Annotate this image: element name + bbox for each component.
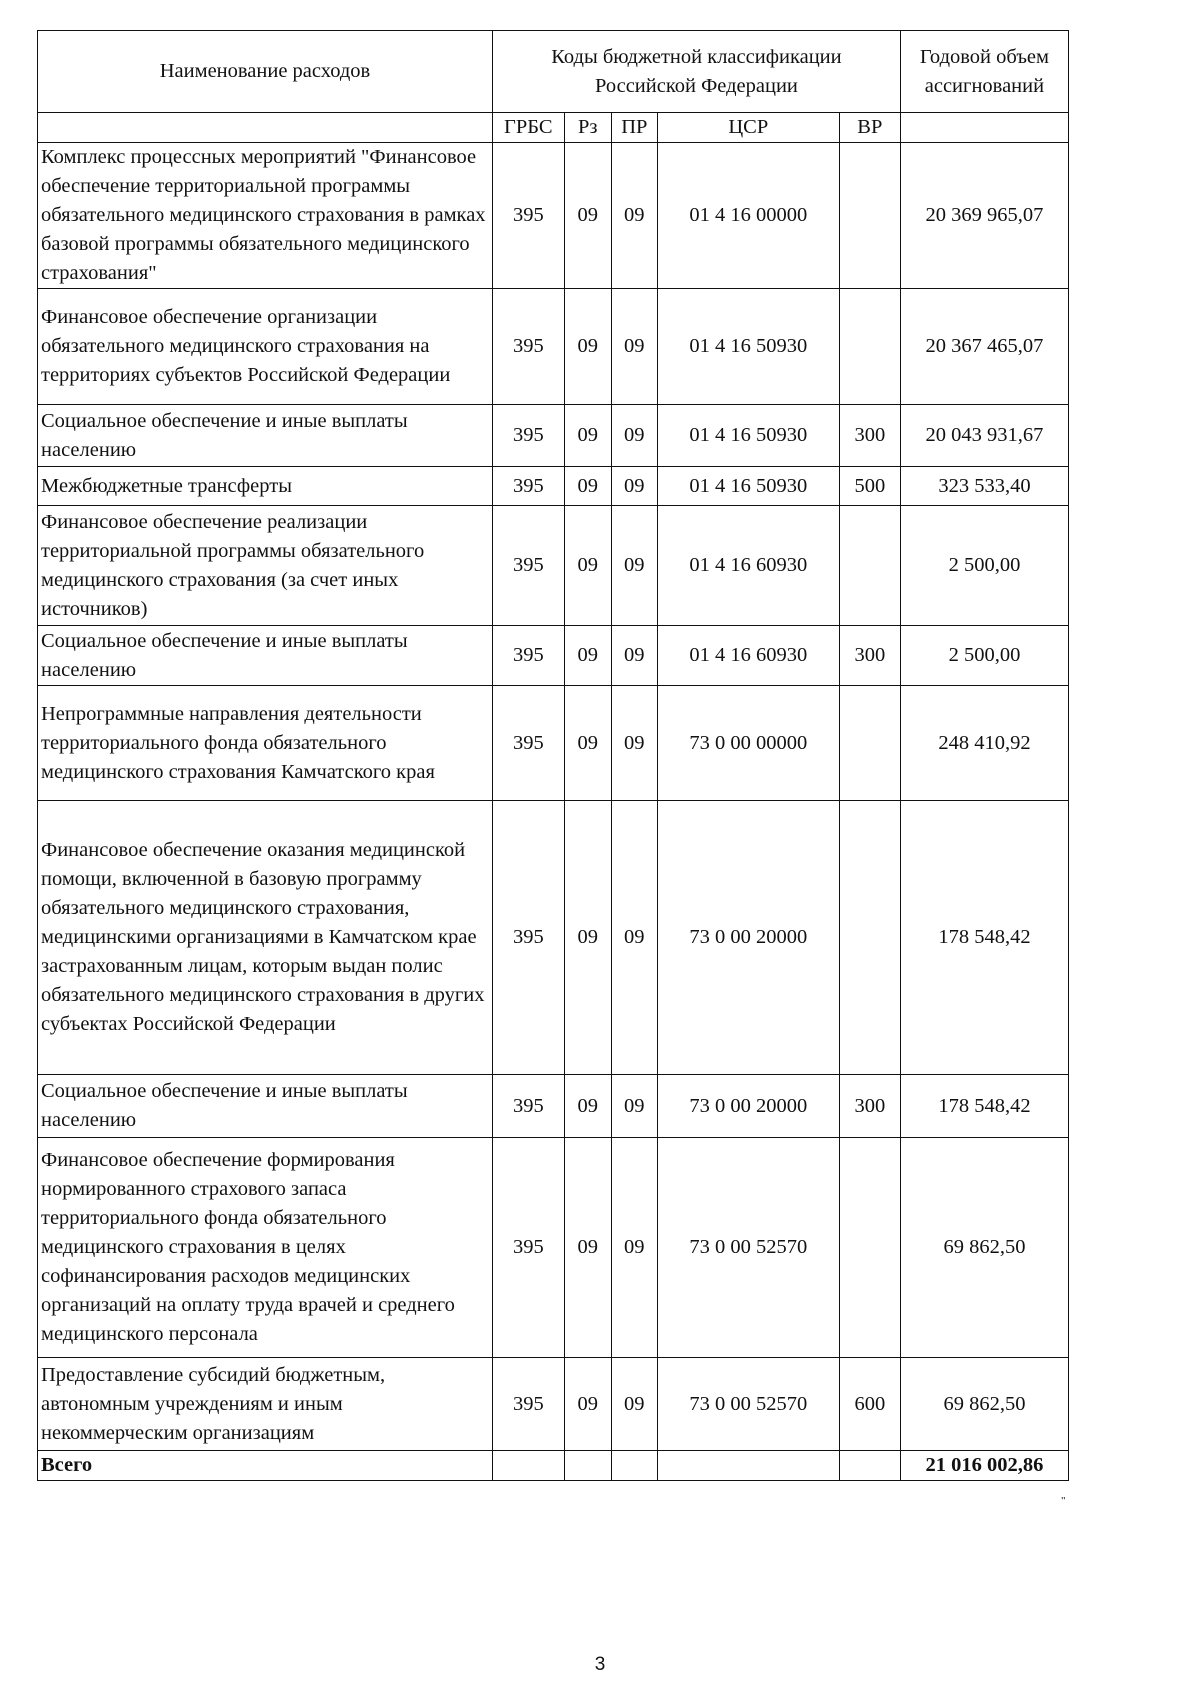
row-csr: 01 4 16 60930 xyxy=(657,506,839,626)
subheader-empty-amount xyxy=(900,113,1068,143)
total-empty-cell xyxy=(492,1451,564,1481)
row-rz: 09 xyxy=(564,801,611,1075)
subheader-grbs: ГРБС xyxy=(492,113,564,143)
row-amount: 248 410,92 xyxy=(900,686,1068,801)
row-vr xyxy=(839,686,900,801)
row-vr xyxy=(839,289,900,405)
row-grbs: 395 xyxy=(492,506,564,626)
row-name: Межбюджетные трансферты xyxy=(38,467,493,506)
row-pr: 09 xyxy=(611,467,657,506)
table-row xyxy=(38,626,1069,686)
row-amount: 20 043 931,67 xyxy=(900,405,1068,467)
row-pr: 09 xyxy=(611,801,657,1075)
row-grbs: 395 xyxy=(492,405,564,467)
subheader-pr: ПР xyxy=(611,113,657,143)
total-empty-cell xyxy=(564,1451,611,1481)
row-rz: 09 xyxy=(564,1075,611,1138)
total-empty-cell xyxy=(611,1451,657,1481)
row-amount: 20 367 465,07 xyxy=(900,289,1068,405)
row-grbs: 395 xyxy=(492,626,564,686)
row-amount: 69 862,50 xyxy=(900,1138,1068,1358)
budget-allocation-table xyxy=(37,30,1069,1481)
row-grbs: 395 xyxy=(492,289,564,405)
row-name: Финансовое обеспечение организации обязательного медицинского страхования на территориях субъектов Российской Федерации xyxy=(38,289,493,405)
row-name: Комплекс процессных мероприятий "Финансовое обеспечение территориальной программы обязательного медицинского страхования в рамках базовой программы обязательного медицинского страхования" xyxy=(38,143,493,289)
row-vr: 300 xyxy=(839,405,900,467)
row-amount: 323 533,40 xyxy=(900,467,1068,506)
row-rz: 09 xyxy=(564,506,611,626)
row-csr: 01 4 16 60930 xyxy=(657,626,839,686)
total-empty-cell xyxy=(657,1451,839,1481)
row-pr: 09 xyxy=(611,1075,657,1138)
row-grbs: 395 xyxy=(492,801,564,1075)
row-name: Социальное обеспечение и иные выплаты населению xyxy=(38,1075,493,1138)
row-vr xyxy=(839,506,900,626)
row-rz: 09 xyxy=(564,405,611,467)
closing-quote-mark: " xyxy=(1061,1495,1066,1507)
row-name: Предоставление субсидий бюджетным, автономным учреждениям и иным некоммерческим организациям xyxy=(38,1358,493,1451)
row-pr: 09 xyxy=(611,1358,657,1451)
row-vr xyxy=(839,143,900,289)
header-amount-col: Годовой объем ассигнований xyxy=(900,31,1068,113)
row-vr: 500 xyxy=(839,467,900,506)
row-name: Финансовое обеспечение формирования нормированного страхового запаса территориального фонда обязательного медицинского страхования в целях софинансирования расходов медицинских организаций на оплату труда врачей и среднего медицинского персонала xyxy=(38,1138,493,1358)
row-csr: 01 4 16 50930 xyxy=(657,467,839,506)
row-csr: 01 4 16 00000 xyxy=(657,143,839,289)
row-amount: 20 369 965,07 xyxy=(900,143,1068,289)
subheader-empty-cell xyxy=(38,113,493,143)
row-vr: 300 xyxy=(839,1075,900,1138)
subheader-rz: Рз xyxy=(564,113,611,143)
table-row xyxy=(38,506,1069,626)
row-name: Социальное обеспечение и иные выплаты населению xyxy=(38,405,493,467)
row-pr: 09 xyxy=(611,506,657,626)
table-row xyxy=(38,143,1069,289)
table-row xyxy=(38,801,1069,1075)
row-csr: 01 4 16 50930 xyxy=(657,405,839,467)
table-row xyxy=(38,1075,1069,1138)
row-csr: 73 0 00 52570 xyxy=(657,1358,839,1451)
subheader-vr: ВР xyxy=(839,113,900,143)
row-rz: 09 xyxy=(564,143,611,289)
header-codes-group: Коды бюджетной классификации Российской Федерации xyxy=(492,31,900,113)
row-rz: 09 xyxy=(564,1358,611,1451)
total-row xyxy=(38,1451,1069,1481)
subheader-csr: ЦСР xyxy=(657,113,839,143)
row-name: Непрограммные направления деятельности территориального фонда обязательного медицинского страхования Камчатского края xyxy=(38,686,493,801)
row-pr: 09 xyxy=(611,143,657,289)
row-pr: 09 xyxy=(611,1138,657,1358)
row-pr: 09 xyxy=(611,686,657,801)
row-grbs: 395 xyxy=(492,1138,564,1358)
row-vr: 600 xyxy=(839,1358,900,1451)
table-row xyxy=(38,289,1069,405)
row-csr: 73 0 00 20000 xyxy=(657,1075,839,1138)
table-row xyxy=(38,686,1069,801)
table-row xyxy=(38,1138,1069,1358)
row-csr: 73 0 00 20000 xyxy=(657,801,839,1075)
row-rz: 09 xyxy=(564,686,611,801)
row-csr: 01 4 16 50930 xyxy=(657,289,839,405)
row-rz: 09 xyxy=(564,626,611,686)
table-row xyxy=(38,467,1069,506)
row-rz: 09 xyxy=(564,1138,611,1358)
row-grbs: 395 xyxy=(492,143,564,289)
row-amount: 178 548,42 xyxy=(900,801,1068,1075)
subheader-row xyxy=(38,113,1069,143)
row-rz: 09 xyxy=(564,467,611,506)
header-name-col: Наименование расходов xyxy=(38,31,493,113)
row-name: Социальное обеспечение и иные выплаты населению xyxy=(38,626,493,686)
row-vr: 300 xyxy=(839,626,900,686)
row-vr xyxy=(839,801,900,1075)
table-row xyxy=(38,1358,1069,1451)
row-pr: 09 xyxy=(611,289,657,405)
row-csr: 73 0 00 00000 xyxy=(657,686,839,801)
row-grbs: 395 xyxy=(492,1075,564,1138)
row-amount: 69 862,50 xyxy=(900,1358,1068,1451)
header-row xyxy=(38,31,1069,113)
table-row xyxy=(38,405,1069,467)
row-amount: 2 500,00 xyxy=(900,626,1068,686)
row-vr xyxy=(839,1138,900,1358)
page-number: 3 xyxy=(594,1654,606,1675)
row-pr: 09 xyxy=(611,405,657,467)
row-name: Финансовое обеспечение оказания медицинской помощи, включенной в базовую программу обязательного медицинского страхования, медицинскими организациями в Камчатском крае застрахованным лицам, которым выдан полис обязательного медицинского страхования в других субъектах Российской Федерации xyxy=(38,801,493,1075)
row-grbs: 395 xyxy=(492,1358,564,1451)
row-pr: 09 xyxy=(611,626,657,686)
total-amount: 21 016 002,86 xyxy=(900,1451,1068,1481)
row-csr: 73 0 00 52570 xyxy=(657,1138,839,1358)
row-rz: 09 xyxy=(564,289,611,405)
row-amount: 2 500,00 xyxy=(900,506,1068,626)
row-grbs: 395 xyxy=(492,686,564,801)
row-name: Финансовое обеспечение реализации территориальной программы обязательного медицинского страхования (за счет иных источников) xyxy=(38,506,493,626)
row-amount: 178 548,42 xyxy=(900,1075,1068,1138)
row-grbs: 395 xyxy=(492,467,564,506)
total-label: Всего xyxy=(38,1451,493,1481)
total-empty-cell xyxy=(839,1451,900,1481)
